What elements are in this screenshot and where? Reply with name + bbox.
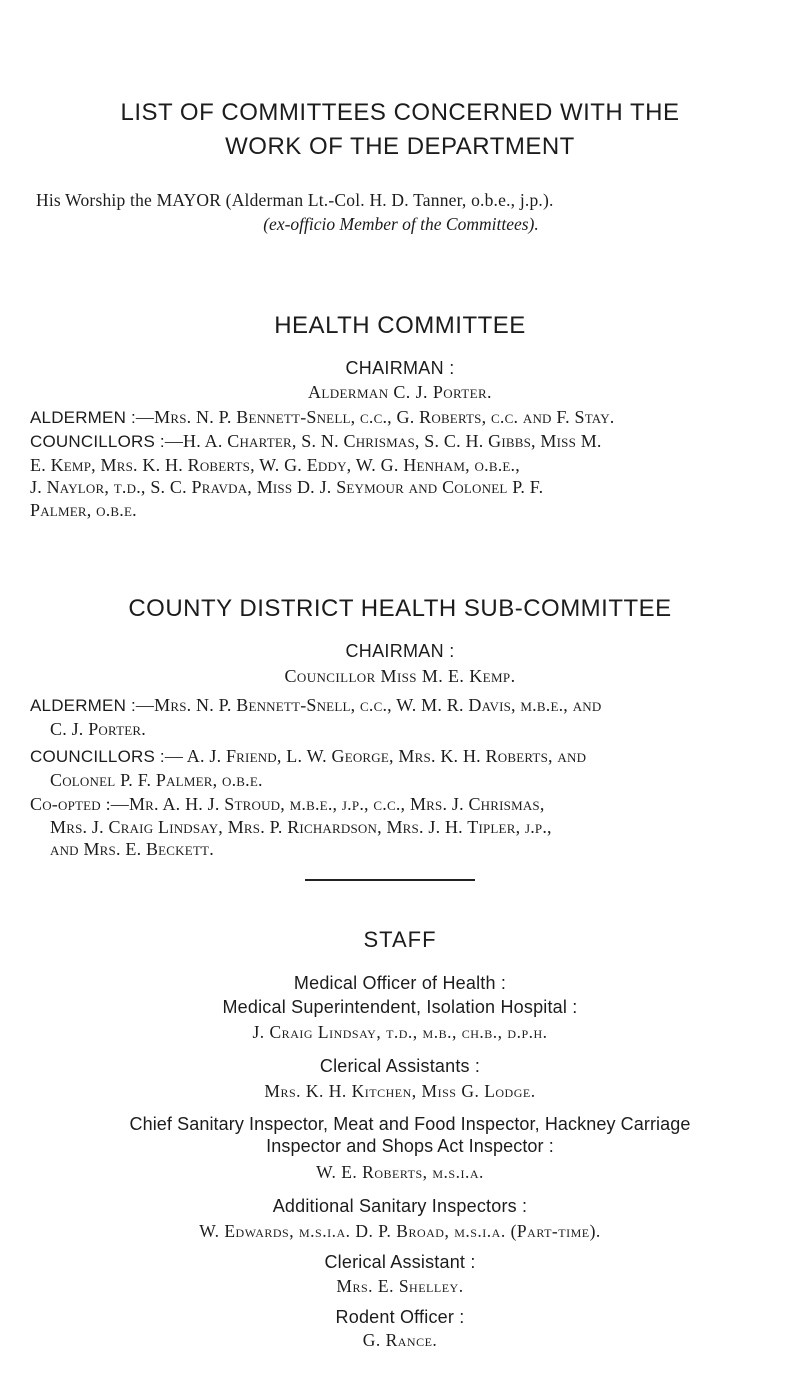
county-councillors-line1: — A. J. Friend, L. W. George, Mrs. K. H. Roberts, and xyxy=(164,746,587,766)
mayor-line: His Worship the MAYOR (Alderman Lt.-Col. H. D. Tanner, o.b.e., j.p.). xyxy=(36,190,554,210)
health-councillors-line2: E. Kemp, Mrs. K. H. Roberts, W. G. Eddy, W. G. Henham, o.b.e., xyxy=(30,454,520,475)
county-chairman-name: Councillor Miss M. E. Kemp. xyxy=(284,666,516,686)
chief-inspector-line1: Chief Sanitary Inspector, Meat and Food Inspector, Hackney Carriage xyxy=(129,1114,691,1134)
health-councillors-line3: J. Naylor, t.d., S. C. Pravda, Miss D. J. Seymour and Colonel P. F. xyxy=(30,477,544,497)
chief-inspector-line2: Inspector and Shops Act Inspector : xyxy=(266,1136,554,1156)
county-coopted-line1: —Mr. A. H. J. Stroud, m.b.e., j.p., c.c., Mrs. J. Chrismas, xyxy=(110,794,545,814)
page-title-line1: LIST OF COMMITTEES CONCERNED WITH THE xyxy=(120,99,680,126)
county-aldermen-line2: C. J. Porter. xyxy=(50,718,146,739)
health-councillors-label: COUNCILLORS : xyxy=(30,432,165,451)
rodent-officer-label: Rodent Officer : xyxy=(335,1307,465,1327)
health-aldermen-label: ALDERMEN : xyxy=(30,408,136,427)
health-councillors-line4: Palmer, o.b.e. xyxy=(30,499,137,520)
moh-label: Medical Officer of Health : xyxy=(293,973,507,993)
health-committee-title: HEALTH COMMITTEE xyxy=(274,312,526,339)
rodent-officer-name: G. Rance. xyxy=(362,1330,438,1350)
health-aldermen-text: —Mrs. N. P. Bennett-Snell, c.c., G. Roberts, c.c. and F. Stay. xyxy=(135,407,615,427)
county-aldermen-line1: —Mrs. N. P. Bennett-Snell, c.c., W. M. R. Davis, m.b.e., and xyxy=(135,695,602,715)
clerical-assistant-name: Mrs. E. Shelley. xyxy=(336,1276,464,1296)
page-title xyxy=(50,96,750,164)
staff-title: STAFF xyxy=(363,927,437,952)
county-aldermen-label: ALDERMEN : xyxy=(30,696,136,715)
county-coopted xyxy=(30,793,770,861)
page-title-line2: WORK OF THE DEPARTMENT xyxy=(225,133,575,160)
additional-inspectors-names: W. Edwards, m.s.i.a. D. P. Broad, m.s.i.a. (Part-time). xyxy=(199,1221,601,1241)
county-councillors-line2: Colonel P. F. Palmer, o.b.e. xyxy=(50,769,263,790)
health-councillors-line1: —H. A. Charter, S. N. Chrismas, S. C. H. Gibbs, Miss M. xyxy=(164,431,602,451)
county-subcommittee-title: COUNTY DISTRICT HEALTH SUB-COMMITTEE xyxy=(128,595,672,622)
county-coopted-line2: Mrs. J. Craig Lindsay, Mrs. P. Richardson, Mrs. J. H. Tipler, j.p., xyxy=(50,816,552,837)
chief-inspector-name: W. E. Roberts, m.s.i.a. xyxy=(316,1162,484,1182)
county-chairman-label: CHAIRMAN : xyxy=(345,641,455,661)
superintendent-label: Medical Superintendent, Isolation Hospital : xyxy=(222,997,578,1017)
ex-officio-note: (ex-officio Member of the Committees). xyxy=(263,214,539,234)
clerical-assistants-names: Mrs. K. H. Kitchen, Miss G. Lodge. xyxy=(264,1081,536,1101)
health-councillors xyxy=(30,430,770,521)
clerical-assistant-label: Clerical Assistant : xyxy=(324,1252,476,1272)
county-aldermen xyxy=(30,694,770,740)
clerical-assistants-label: Clerical Assistants : xyxy=(319,1056,481,1076)
additional-inspectors-label: Additional Sanitary Inspectors : xyxy=(272,1196,528,1216)
chief-inspector-title xyxy=(20,1113,800,1157)
health-chairman-name: Alderman C. J. Porter. xyxy=(308,382,492,402)
county-coopted-line3: and Mrs. E. Beckett. xyxy=(50,839,214,859)
health-aldermen xyxy=(30,406,770,430)
moh-name: J. Craig Lindsay, t.d., m.b., ch.b., d.p.h. xyxy=(252,1022,548,1042)
health-chairman-label: CHAIRMAN : xyxy=(345,358,455,378)
section-divider xyxy=(305,879,475,881)
county-coopted-label: Co-opted : xyxy=(30,794,111,814)
county-councillors xyxy=(30,745,770,791)
county-councillors-label: COUNCILLORS : xyxy=(30,747,165,766)
